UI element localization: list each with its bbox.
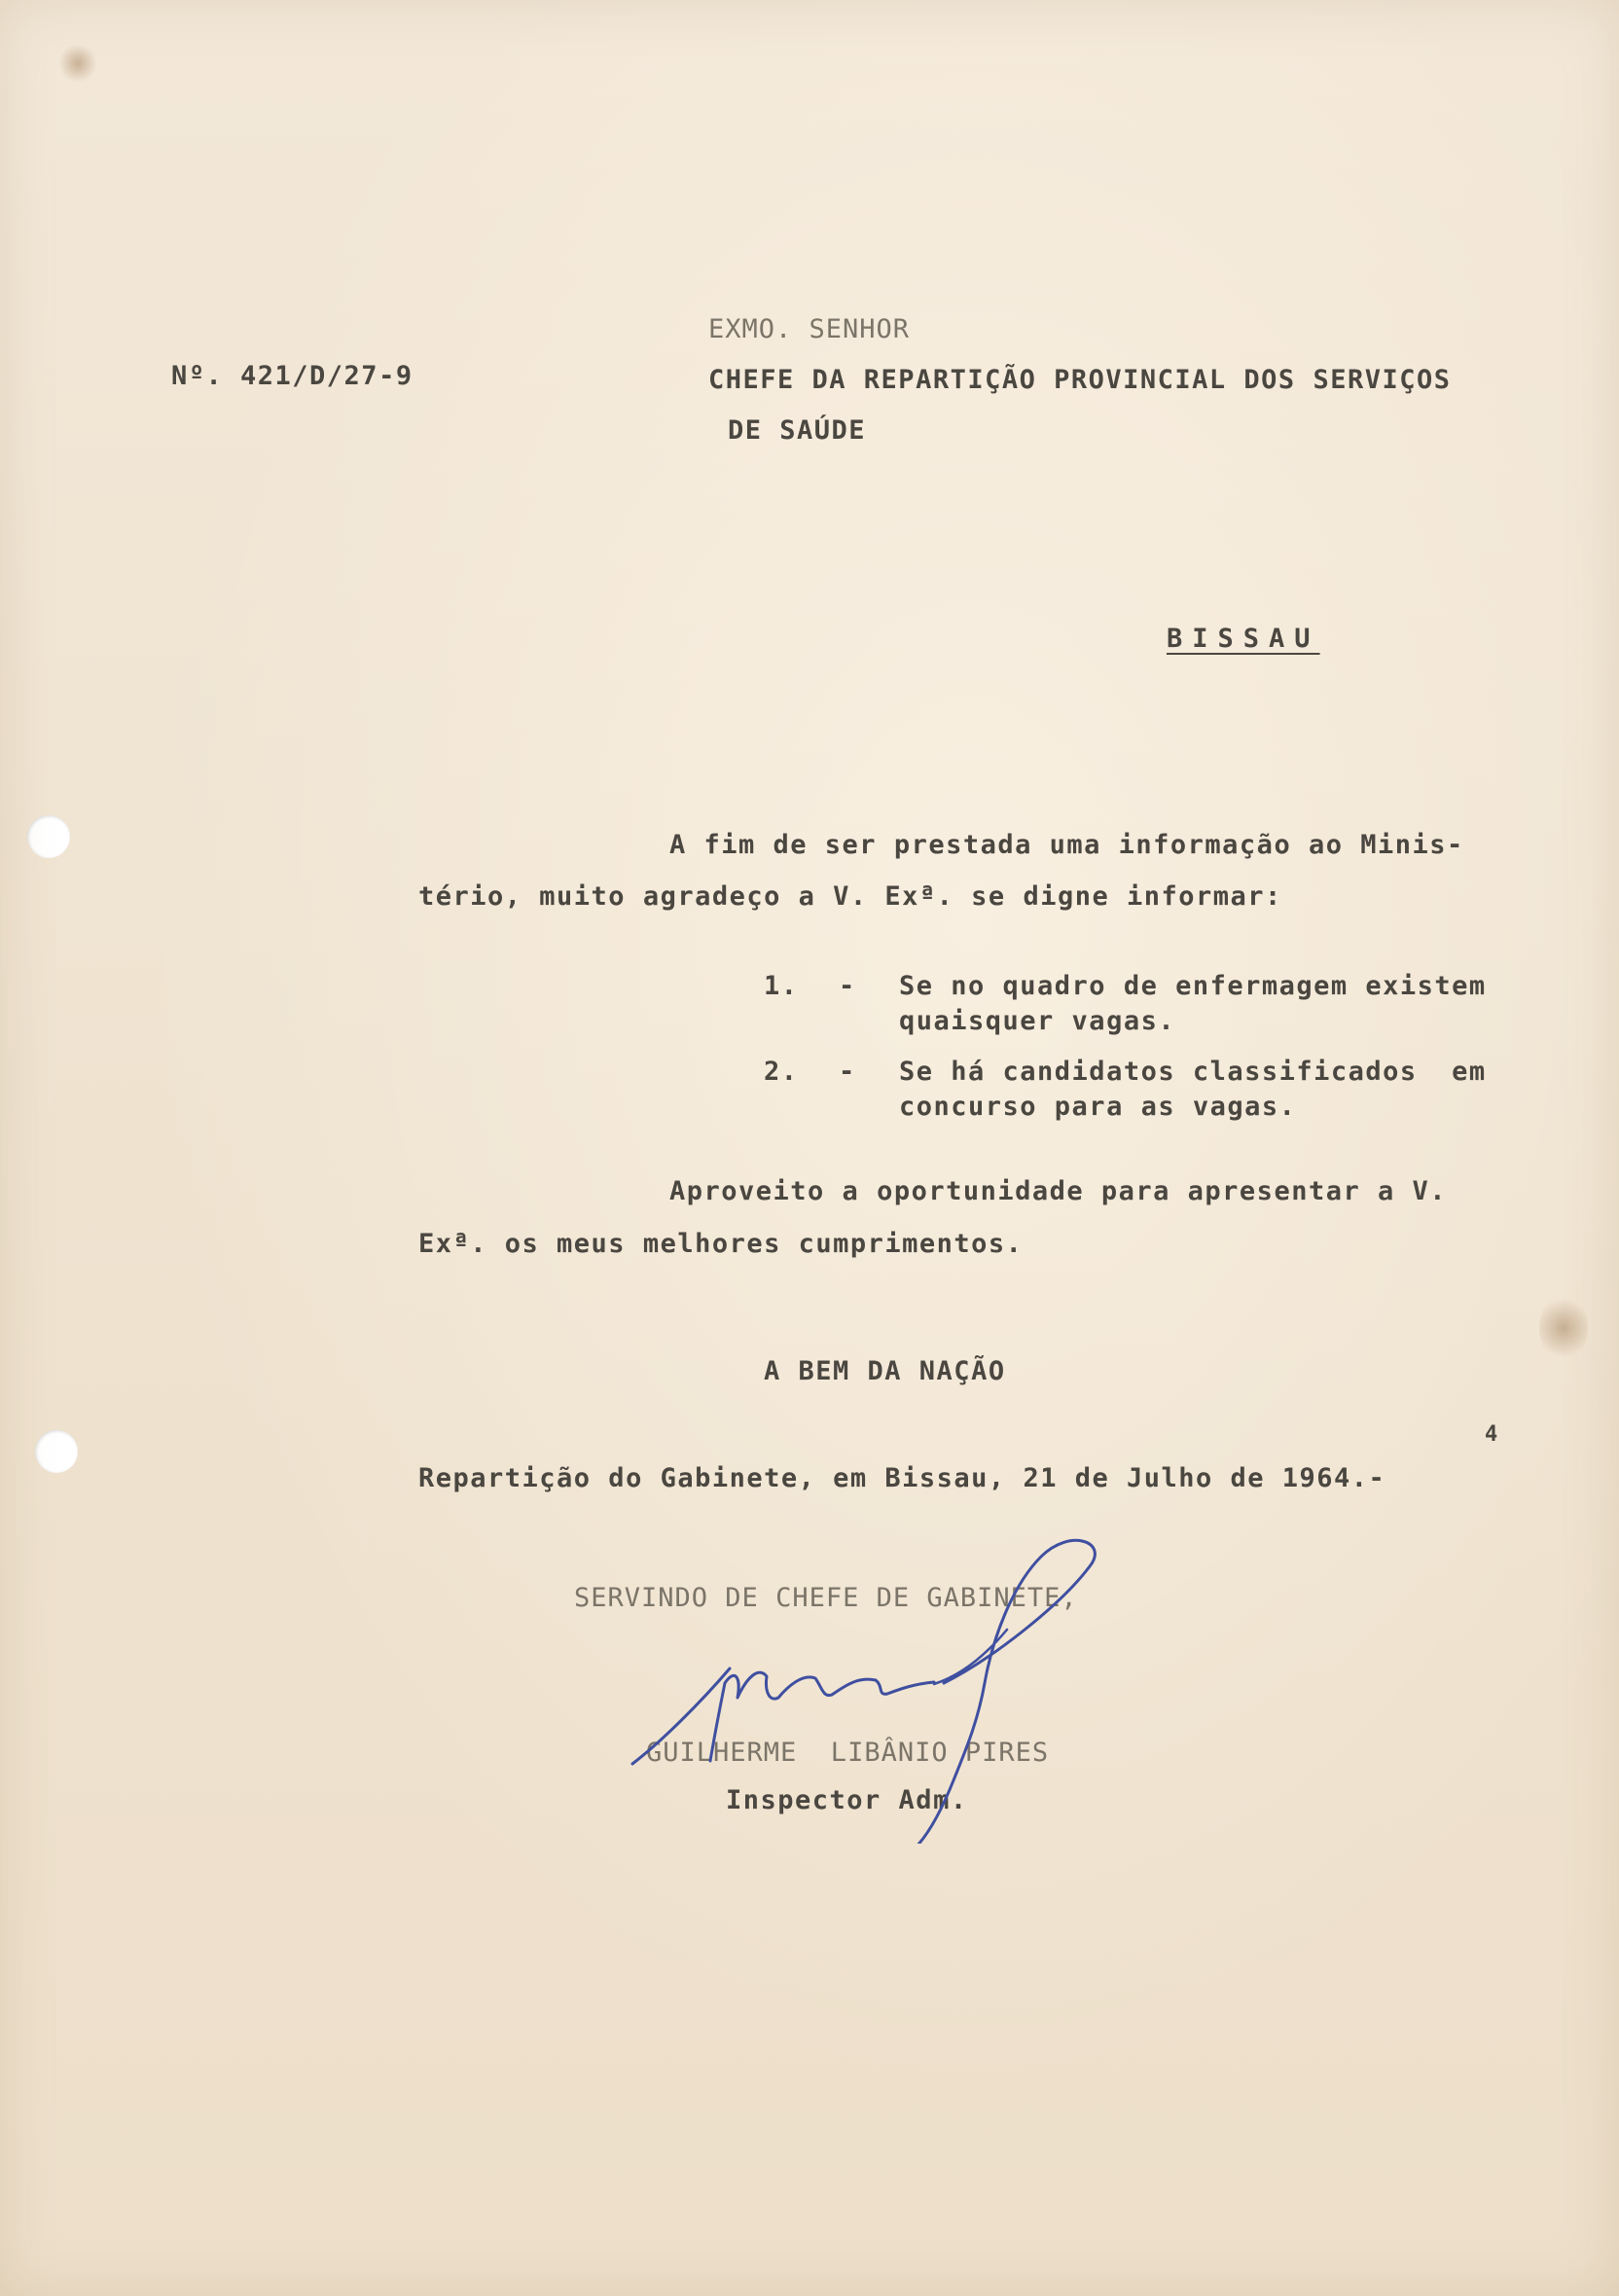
closing-formula: A BEM DA NAÇÃO <box>764 1356 1006 1386</box>
list-item-number: 1. <box>764 971 799 1001</box>
signature-stroke <box>915 1540 1095 1844</box>
list-item-dash: - <box>839 971 856 1001</box>
reference-number: Nº. 421/D/27-9 <box>171 361 414 391</box>
signer-title: Inspector Adm. <box>726 1785 968 1815</box>
signer-name: GUILHERME LIBÂNIO PIRES <box>646 1738 1050 1768</box>
list-item-line-1: Se no quadro de enfermagem existem <box>899 971 1487 1001</box>
office-date-line: Repartição do Gabinete, em Bissau, 21 de Julho de 1964.- <box>418 1463 1386 1493</box>
addressee-line-1: CHEFE DA REPARTIÇÃO PROVINCIAL DOS SERVIÇOS <box>708 365 1452 395</box>
punch-hole <box>27 815 70 858</box>
page-mark: 4 <box>1485 1422 1499 1447</box>
paragraph-1-line-2: tério, muito agradeço a V. Exª. se digne informar: <box>418 881 1282 912</box>
list-item-line-2: concurso para as vagas. <box>899 1092 1297 1122</box>
city-heading: BISSAU <box>1167 624 1320 654</box>
list-item-line-1: Se há candidatos classificados em <box>899 1057 1487 1087</box>
paper-stain <box>1539 1294 1588 1362</box>
paragraph-1-line-1: A fim de ser prestada uma informação ao Minis- <box>669 830 1464 860</box>
handwritten-signature <box>623 1513 1226 1844</box>
punch-hole <box>35 1430 78 1473</box>
signature-stroke <box>632 1668 934 1764</box>
paper-stain <box>58 44 97 83</box>
paragraph-2-line-1: Aproveito a oportunidade para apresentar a V. <box>669 1176 1447 1206</box>
paragraph-2-line-2: Exª. os meus melhores cumprimentos. <box>418 1229 1024 1259</box>
signer-role: SERVINDO DE CHEFE DE GABINETE, <box>574 1583 1078 1613</box>
addressee-line-2: DE SAÚDE <box>728 415 867 446</box>
salutation: EXMO. SENHOR <box>708 314 911 344</box>
list-item-dash: - <box>839 1057 856 1087</box>
list-item-line-2: quaisquer vagas. <box>899 1006 1176 1036</box>
list-item-number: 2. <box>764 1057 799 1087</box>
